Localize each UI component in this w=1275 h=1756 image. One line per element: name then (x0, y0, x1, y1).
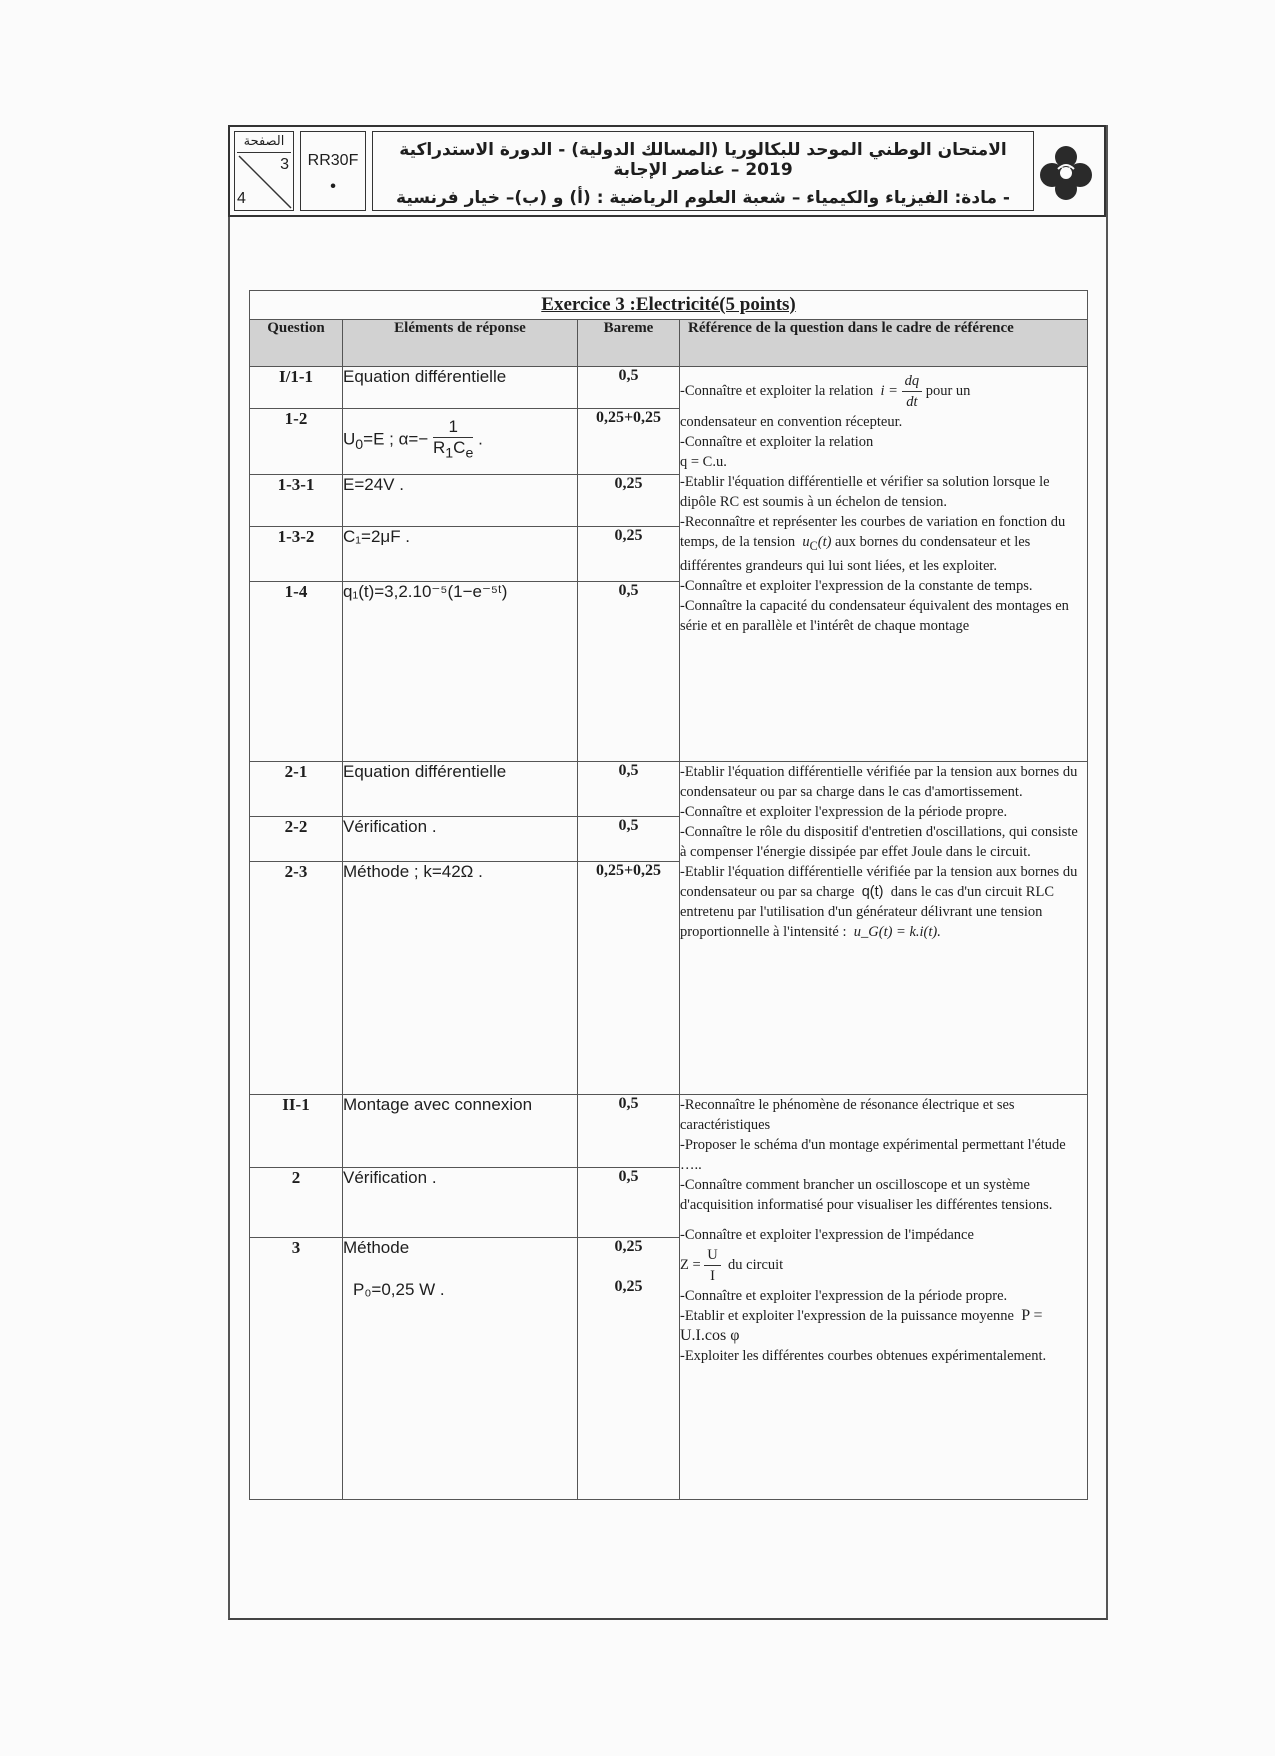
answer-element: Méthode P₀=0,25 W . (343, 1238, 578, 1500)
question-number: 2-1 (250, 762, 343, 817)
table-row (250, 762, 1088, 817)
reference-text: condensateur en convention récepteur. (680, 414, 903, 430)
bareme-value: 0,5 (578, 582, 680, 762)
question-number: 2-3 (250, 862, 343, 1095)
table-row (250, 1095, 1088, 1168)
question-number: I/1-1 (250, 367, 343, 409)
formula-power: P = U.I.cos φ (680, 1307, 1043, 1344)
reference-text: q = C.u. (680, 454, 727, 470)
page-total: 4 (237, 190, 246, 207)
bareme-value: 0,25 0,25 (578, 1238, 680, 1500)
exercise-3-table (249, 290, 1088, 1500)
page-header (228, 125, 1106, 217)
reference-text: -Connaître et exploiter la relation (680, 434, 874, 450)
page-number-box (234, 131, 294, 211)
reference-block-1: -Connaître et exploiter la relation i = $\frac{dq}{dt}$ pour un condensateur en convention récepteur. -Connaître et exploiter la relation q = C.u. -Etablir l'équation différentielle et vérifier sa solution lorsque le dipôle RC est soumis à un échelon de tension. -Reconnaître et représenter les courbes de variation en fonction du temps, de la tension $u_C(t)$ aux bornes du condensateur et les différentes grandeurs qui lui sont liées, et les exploiter. -Connaître et exploiter l'expression de la constante de temps. -Connaître la capacité du condensateur équivalent des montages en série et en parallèle et l'intérêt de chaque montage (680, 367, 1088, 762)
reference-text: -Etablir l'équation différentielle vérifiée par la tension aux bornes du condensateur ou par sa charge (680, 864, 1078, 900)
reference-text: -Connaître et exploiter l'expression de l'impédance (680, 1227, 974, 1243)
table-row (250, 367, 1088, 409)
reference-text: -Connaître comment brancher un oscilloscope et un système d'acquisition informatisé pour visualiser les différentes tensions. (680, 1177, 1053, 1213)
reference-text: -Proposer le schéma d'un montage expérimental permettant l'étude ….. (680, 1137, 1066, 1173)
reference-block-3 (680, 1095, 1088, 1500)
answer-element: $U_0=E$ ; α=− $\frac{1}{R_1C_e}$ . (343, 409, 578, 475)
page-label: الصفحة (237, 132, 291, 153)
bareme-value: 0,5 (578, 1168, 680, 1238)
fraction-u-i: $\frac{U}{I}$ (704, 1245, 720, 1286)
formula-q: q(t) (861, 884, 884, 900)
exam-code: RR30F (307, 152, 359, 169)
reference-text: -Exploiter les différentes courbes obtenues expérimentalement. (680, 1348, 1047, 1364)
bareme-value: 0,5 (578, 762, 680, 817)
reference-text: -Reconnaître le phénomène de résonance électrique et ses caractéristiques (680, 1097, 1015, 1133)
col-header-bareme: Bareme (578, 320, 680, 367)
col-header-reference: Référence de la question dans le cadre de référence (680, 320, 1088, 367)
answer-element: Montage avec connexion (343, 1095, 578, 1168)
formula-current: i = (880, 382, 898, 399)
ministry-logo-icon (1036, 139, 1096, 205)
reference-text: -Connaître et exploiter l'expression de la période propre. (680, 1288, 1008, 1304)
exam-title-box (372, 131, 1034, 211)
reference-text: aux bornes du condensateur et les différentes grandeurs qui lui sont liées, et les exploiter. (680, 534, 1031, 574)
bareme-value: 0,25 (578, 475, 680, 527)
fraction-dq-dt: $\frac{dq}{dt}$ (902, 371, 923, 412)
question-number: 2-2 (250, 817, 343, 862)
exam-title-line-1: الامتحان الوطني الموحد للبكالوريا (المسالك الدولية) - الدورة الاستدراكية 2019 – عناصر الإجابة (399, 140, 1007, 180)
answer-element: Vérification . (343, 1168, 578, 1238)
formula-z: Z = (680, 1256, 701, 1273)
bareme-value: 0,25 (578, 527, 680, 582)
answer-element: Equation différentielle (343, 762, 578, 817)
reference-text: dans le cas d'un circuit RLC entretenu par l'utilisation d'un générateur délivrant une tension proportionnelle à l'intensité : (680, 884, 1054, 940)
answer-element: P₀=0,25 W . (353, 1280, 445, 1299)
question-number: 2 (250, 1168, 343, 1238)
answer-element: Vérification . (343, 817, 578, 862)
col-header-elements: Eléments de réponse (343, 320, 578, 367)
question-number: 1-4 (250, 582, 343, 762)
reference-text: -Reconnaître et représenter les courbes de variation en fonction du temps, de la tension (680, 514, 1066, 550)
question-number: 3 (250, 1238, 343, 1500)
bareme-value: 0,25+0,25 (578, 409, 680, 475)
answer-element: Equation différentielle (343, 367, 578, 409)
answer-element: E=24V . (343, 475, 578, 527)
page-number: 3 (280, 156, 289, 173)
answer-element: C₁=2μF . (343, 527, 578, 582)
bareme-value: 0,5 (578, 1095, 680, 1168)
col-header-question: Question (250, 320, 343, 367)
reference-text: -Connaître la capacité du condensateur équivalent des montages en série et en parallèle et l'intérêt de chaque montage (680, 597, 1069, 634)
answer-element: Méthode ; k=42Ω . (343, 862, 578, 1095)
reference-text: -Connaître et exploiter l'expression de la période propre. (680, 804, 1008, 820)
reference-text: -Etablir l'équation différentielle et vérifier sa solution lorsque le dipôle RC est soumis à un échelon de tension. (680, 474, 1050, 510)
exam-code-box (300, 131, 366, 211)
bareme-value: 0,5 (578, 367, 680, 409)
exam-code-dot: • (330, 178, 336, 195)
exam-title-line-2: - مادة: الفيزياء والكيمياء – شعبة العلوم الرياضية : (أ) و (ب)– خيار فرنسية (396, 188, 1010, 208)
exercise-title: Exercice 3 :Electricité(5 points) (250, 291, 1088, 320)
bareme-value: 0,5 (578, 817, 680, 862)
bareme-value: 0,25+0,25 (578, 862, 680, 1095)
reference-text: -Connaître et exploiter l'expression de la constante de temps. (680, 577, 1033, 594)
reference-text: -Etablir l'équation différentielle vérifiée par la tension aux bornes du condensateur ou par sa charge dans le cas d'amortissement. (680, 764, 1078, 800)
question-number: 1-3-1 (250, 475, 343, 527)
question-number: 1-2 (250, 409, 343, 475)
answer-element: q₁(t)=3,2.10⁻⁵(1−e⁻⁵ᵗ) (343, 582, 578, 762)
question-number: 1-3-2 (250, 527, 343, 582)
reference-text: -Etablir et exploiter l'expression de la puissance moyenne (680, 1308, 1014, 1324)
reference-text: -Connaître le rôle du dispositif d'entretien d'oscillations, qui consiste à compenser l'énergie dissipée par effet Joule dans le circuit. (680, 824, 1078, 860)
reference-text: pour un (925, 382, 971, 399)
reference-text: -Connaître et exploiter la relation (680, 382, 874, 399)
question-number: II-1 (250, 1095, 343, 1168)
formula-ug: u_G(t) = k.i(t). (853, 924, 941, 940)
reference-block-2 (680, 762, 1088, 1095)
formula-uc: u (802, 534, 810, 550)
reference-text: du circuit (728, 1256, 784, 1273)
